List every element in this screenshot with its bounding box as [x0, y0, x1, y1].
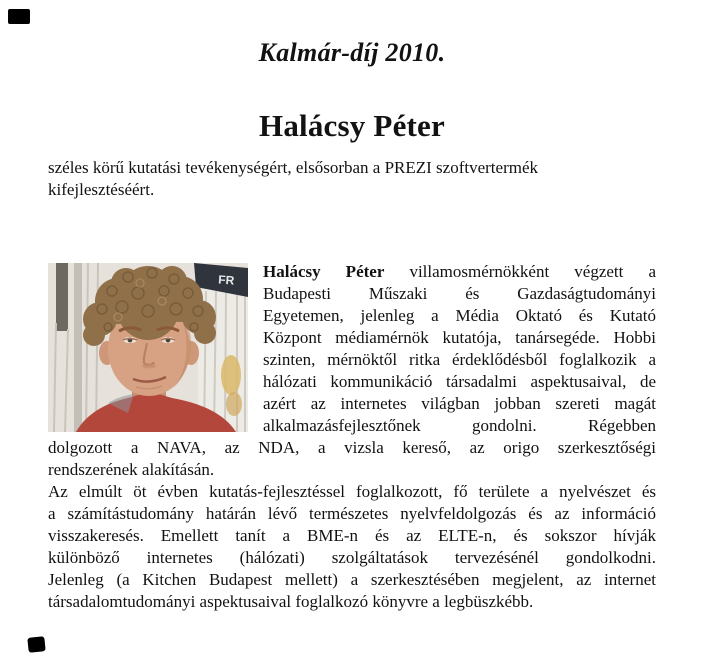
bio-wrapped-column: [263, 261, 656, 437]
bio-line: a számítástudomány határán lévő természetes nyelvfeldolgozás és az információ: [48, 504, 656, 523]
bio-line: visszakeresés. Emellett tanít a BME-n és az ELTE-n, és sokszor hívják: [48, 526, 656, 545]
bio-line: társadalomtudományi aspektusaival foglalkozó könyvre a legbüszkébb.: [48, 592, 534, 611]
bio-line: Egyetemen, jelenleg a Média Oktató és Kutató: [263, 306, 656, 325]
bio-line: dolgozott a NAVA, az NDA, a vizsla kereső, az origo szerkesztőségi: [48, 438, 656, 457]
citation-line: kifejlesztéséért.: [48, 180, 155, 199]
bio-line: [263, 261, 656, 283]
recipient-name: Halácsy Péter: [259, 108, 445, 143]
bio-line: Budapesti Műszaki és Gazdaságtudományi: [263, 284, 656, 303]
bio-line: különböző internetes (hálózati) szolgáltatások tervezésénél gondolkodni.: [48, 548, 656, 567]
background-yellow-object: [221, 355, 241, 395]
bio-line: Jelenleg (a Kitchen Budapest mellett) a szerkesztésében megjelent, az internet: [48, 570, 656, 589]
portrait-photo: [48, 263, 248, 432]
page-content: [48, 0, 656, 659]
bio-line: azért az internetes világban jobban szereti magát: [263, 394, 656, 413]
bio-line-text: villamosmérnökként végzett a: [384, 262, 656, 281]
scan-artifact-bottom-left: [27, 636, 45, 653]
bio-line: szinten, mérnöktől ritka érdeklődésből foglalkozik a: [263, 350, 656, 369]
bio-line: alkalmazásfejlesztőnek gondolni. Régebben: [263, 416, 656, 435]
bio-lead-name: Halácsy Péter: [263, 262, 385, 281]
bio-line: Az elmúlt öt évben kutatás-fejlesztéssel foglalkozott, fő területe a nyelvészet és: [48, 482, 656, 501]
portrait-photo-illustration: [48, 263, 248, 432]
citation-paragraph: [48, 157, 656, 201]
bio-line: Központ médiamérnök kutatója, tanársegéde. Hobbi: [263, 328, 656, 347]
sign-text: FR: [217, 272, 235, 288]
citation-line: széles körű kutatási tevékenységért, elsősorban a PREZI szoftvertermék: [48, 158, 539, 177]
bio-line: rendszerének alakításán.: [48, 460, 215, 479]
bio-full-column: [48, 437, 656, 613]
award-title: Kalmár-díj 2010.: [258, 38, 446, 67]
bio-line: hálózati kommunikáció társadalmi aspektusaival, de: [263, 372, 656, 391]
scan-artifact-top-left: [8, 9, 30, 24]
